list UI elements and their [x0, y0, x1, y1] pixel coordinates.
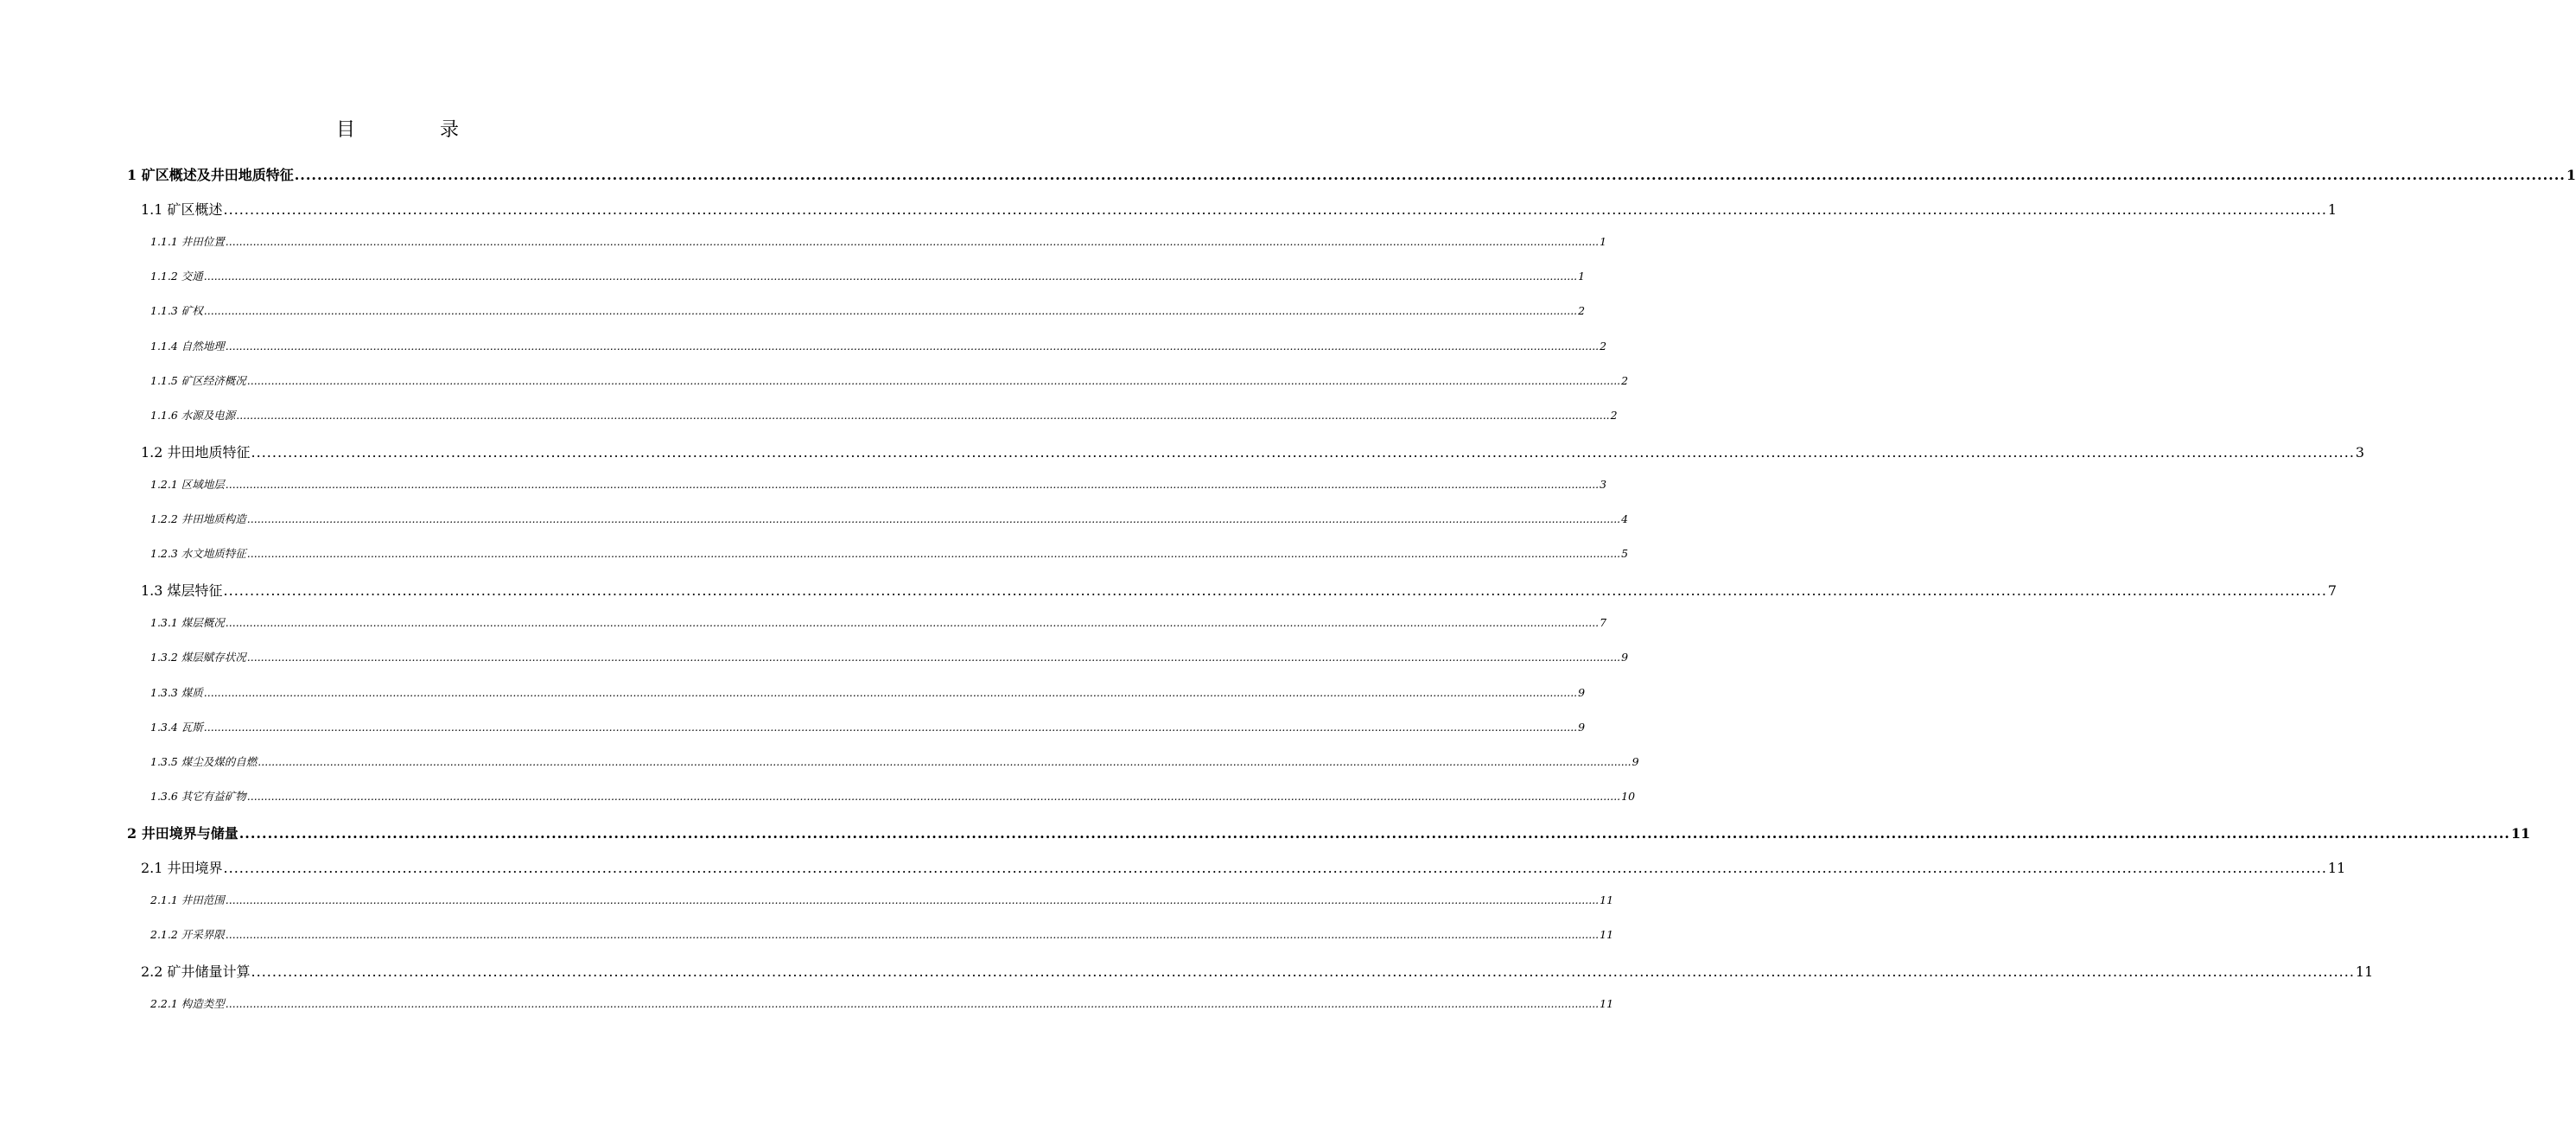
toc-entry-page-number: 1 — [1578, 270, 1586, 283]
toc-entry-level-2[interactable] — [141, 961, 2374, 981]
toc-entry-page-number: 9 — [1631, 754, 1639, 768]
toc-dot-leader: ................................................................................................................................................................................................................................................................................................................................................................................................................ — [236, 408, 1610, 422]
toc-entry-label: 1.3.5 煤尘及煤的自燃 — [150, 754, 258, 768]
toc-dot-leader: ................................................................................................................................................................................................................................................................................................................................................................................................................ — [223, 860, 2327, 876]
toc-entry-label: 1.3 煤层特征 — [141, 582, 223, 600]
toc-entry-label: 1.1.4 自然地理 — [150, 339, 225, 353]
toc-entry-level-3[interactable] — [150, 719, 1586, 734]
toc-entry-level-2[interactable] — [141, 857, 2346, 877]
toc-entry-page-number: 11 — [1600, 893, 1614, 907]
toc-entry-label: 1.2.2 井田地质构造 — [150, 512, 246, 525]
toc-entry-level-3[interactable] — [150, 268, 1586, 283]
toc-entry-page-number: 2 — [1600, 339, 1607, 353]
toc-entry-level-3[interactable] — [150, 233, 1607, 249]
toc-dot-leader: ................................................................................................................................................................................................................................................................................................................................................................................................................ — [246, 373, 1621, 387]
toc-entry-page-number: 5 — [1621, 547, 1629, 561]
toc-dot-leader: ................................................................................................................................................................................................................................................................................................................................................................................................................ — [246, 547, 1621, 561]
toc-entry-level-3[interactable] — [150, 511, 1629, 526]
toc-dot-leader: ................................................................................................................................................................................................................................................................................................................................................................................................................ — [294, 167, 2566, 183]
toc-entry-page-number: 3 — [2355, 443, 2365, 461]
toc-entry-page-number: 1 — [2566, 167, 2576, 183]
toc-dot-leader: ................................................................................................................................................................................................................................................................................................................................................................................................................ — [225, 616, 1600, 630]
toc-entry-level-3[interactable] — [150, 372, 1629, 388]
toc-entry-level-3[interactable] — [150, 995, 1614, 1011]
toc-entry-level-3[interactable] — [150, 892, 1614, 907]
toc-dot-leader: ................................................................................................................................................................................................................................................................................................................................................................................................................ — [203, 685, 1578, 699]
toc-dot-leader: ................................................................................................................................................................................................................................................................................................................................................................................................................ — [225, 477, 1600, 491]
toc-entry-label: 1.2.3 水文地质特征 — [150, 547, 246, 561]
toc-entry-page-number: 2 — [1578, 304, 1586, 318]
toc-entry-level-3[interactable] — [150, 407, 1618, 423]
toc-entry-label: 1.3.2 煤层赋存状况 — [150, 651, 246, 664]
toc-title: 目 录 — [335, 119, 492, 141]
toc-entry-page-number: 9 — [1578, 685, 1586, 699]
toc-dot-leader: ................................................................................................................................................................................................................................................................................................................................................................................................................ — [223, 201, 2327, 219]
toc-entry-level-3[interactable] — [150, 476, 1607, 492]
toc-entry-page-number: 2 — [1610, 408, 1618, 422]
toc-entry-level-2[interactable] — [141, 442, 2365, 461]
toc-dot-leader: ................................................................................................................................................................................................................................................................................................................................................................................................................ — [225, 235, 1600, 249]
toc-dot-leader: ................................................................................................................................................................................................................................................................................................................................................................................................................ — [258, 754, 1631, 768]
toc-entry-page-number: 11 — [2327, 860, 2346, 876]
toc-entry-page-number: 11 — [2510, 824, 2531, 842]
toc-dot-leader: ................................................................................................................................................................................................................................................................................................................................................................................................................ — [246, 651, 1621, 664]
toc-entry-label: 1.1.3 矿权 — [150, 304, 203, 318]
toc-dot-leader: ................................................................................................................................................................................................................................................................................................................................................................................................................ — [203, 720, 1578, 734]
toc-entry-label: 1 矿区概述及井田地质特征 — [127, 167, 294, 183]
toc-entry-label: 1.1.2 交通 — [150, 270, 203, 283]
toc-entry-page-number: 11 — [2355, 963, 2374, 981]
toc-dot-leader: ................................................................................................................................................................................................................................................................................................................................................................................................................ — [203, 304, 1578, 318]
toc-dot-leader: ................................................................................................................................................................................................................................................................................................................................................................................................................ — [203, 270, 1578, 283]
toc-entry-page-number: 11 — [1600, 997, 1614, 1011]
toc-entry-level-2[interactable] — [141, 199, 2337, 219]
toc-entry-page-number: 11 — [1600, 928, 1614, 942]
toc-entry-label: 2.1.1 井田范围 — [150, 893, 225, 907]
toc-entry-label: 1.3.6 其它有益矿物 — [150, 789, 246, 803]
toc-dot-leader: ................................................................................................................................................................................................................................................................................................................................................................................................................ — [251, 443, 2355, 461]
toc-entry-label: 2.2 矿井储量计算 — [141, 963, 251, 981]
toc-dot-leader: ................................................................................................................................................................................................................................................................................................................................................................................................................ — [223, 582, 2327, 600]
toc-entry-label: 1.3.4 瓦斯 — [150, 720, 203, 734]
toc-entry-label: 1.2 井田地质特征 — [141, 443, 251, 461]
toc-entry-label: 1.1 矿区概述 — [141, 201, 223, 219]
toc-entry-page-number: 7 — [1600, 616, 1607, 630]
toc-entry-level-3[interactable] — [150, 753, 1639, 769]
toc-dot-leader: ................................................................................................................................................................................................................................................................................................................................................................................................................ — [225, 928, 1600, 942]
toc-entry-page-number: 2 — [1621, 373, 1629, 387]
toc-dot-leader: ................................................................................................................................................................................................................................................................................................................................................................................................................ — [239, 824, 2510, 842]
toc-dot-leader: ................................................................................................................................................................................................................................................................................................................................................................................................................ — [246, 789, 1621, 803]
toc-entry-level-3[interactable] — [150, 614, 1607, 630]
toc-entry-label: 2.2.1 构造类型 — [150, 997, 225, 1011]
toc-dot-leader: ................................................................................................................................................................................................................................................................................................................................................................................................................ — [246, 512, 1621, 525]
toc-entry-label: 1.1.6 水源及电源 — [150, 408, 236, 422]
toc-entry-page-number: 9 — [1621, 651, 1629, 664]
toc-dot-leader: ................................................................................................................................................................................................................................................................................................................................................................................................................ — [225, 339, 1600, 353]
toc-entry-label: 1.1.5 矿区经济概况 — [150, 373, 246, 387]
toc-entry-page-number: 7 — [2327, 582, 2337, 600]
toc-entry-level-3[interactable] — [150, 684, 1586, 700]
toc-entry-label: 2 井田境界与储量 — [127, 824, 239, 842]
toc-entry-page-number: 1 — [2327, 201, 2337, 219]
toc-entry-level-2[interactable] — [141, 580, 2337, 600]
toc-entry-level-1[interactable] — [127, 823, 2531, 842]
toc-entry-level-3[interactable] — [150, 926, 1614, 942]
toc-dot-leader: ................................................................................................................................................................................................................................................................................................................................................................................................................ — [225, 997, 1600, 1011]
toc-entry-label: 1.3.3 煤质 — [150, 685, 203, 699]
toc-entry-page-number: 3 — [1600, 477, 1607, 491]
toc-entry-page-number: 1 — [1600, 235, 1607, 249]
toc-entry-level-3[interactable] — [150, 302, 1586, 318]
toc-entry-label: 2.1.2 开采界限 — [150, 928, 225, 942]
toc-entry-label: 2.1 井田境界 — [141, 860, 223, 876]
toc-entry-level-3[interactable] — [150, 788, 1636, 804]
toc-dot-leader: ................................................................................................................................................................................................................................................................................................................................................................................................................ — [225, 893, 1600, 907]
toc-dot-leader: ................................................................................................................................................................................................................................................................................................................................................................................................................ — [251, 963, 2355, 981]
toc-entry-level-3[interactable] — [150, 649, 1629, 664]
toc-entry-page-number: 4 — [1621, 512, 1629, 525]
toc-entry-page-number: 10 — [1621, 789, 1636, 803]
toc-entry-page-number: 9 — [1578, 720, 1586, 734]
toc-entry-label: 1.2.1 区域地层 — [150, 477, 225, 491]
toc-entry-level-1[interactable] — [127, 164, 2576, 184]
toc-entry-level-3[interactable] — [150, 545, 1629, 561]
toc-entry-label: 1.3.1 煤层概况 — [150, 616, 225, 630]
toc-entry-label: 1.1.1 井田位置 — [150, 235, 225, 249]
toc-entry-level-3[interactable] — [150, 338, 1607, 353]
